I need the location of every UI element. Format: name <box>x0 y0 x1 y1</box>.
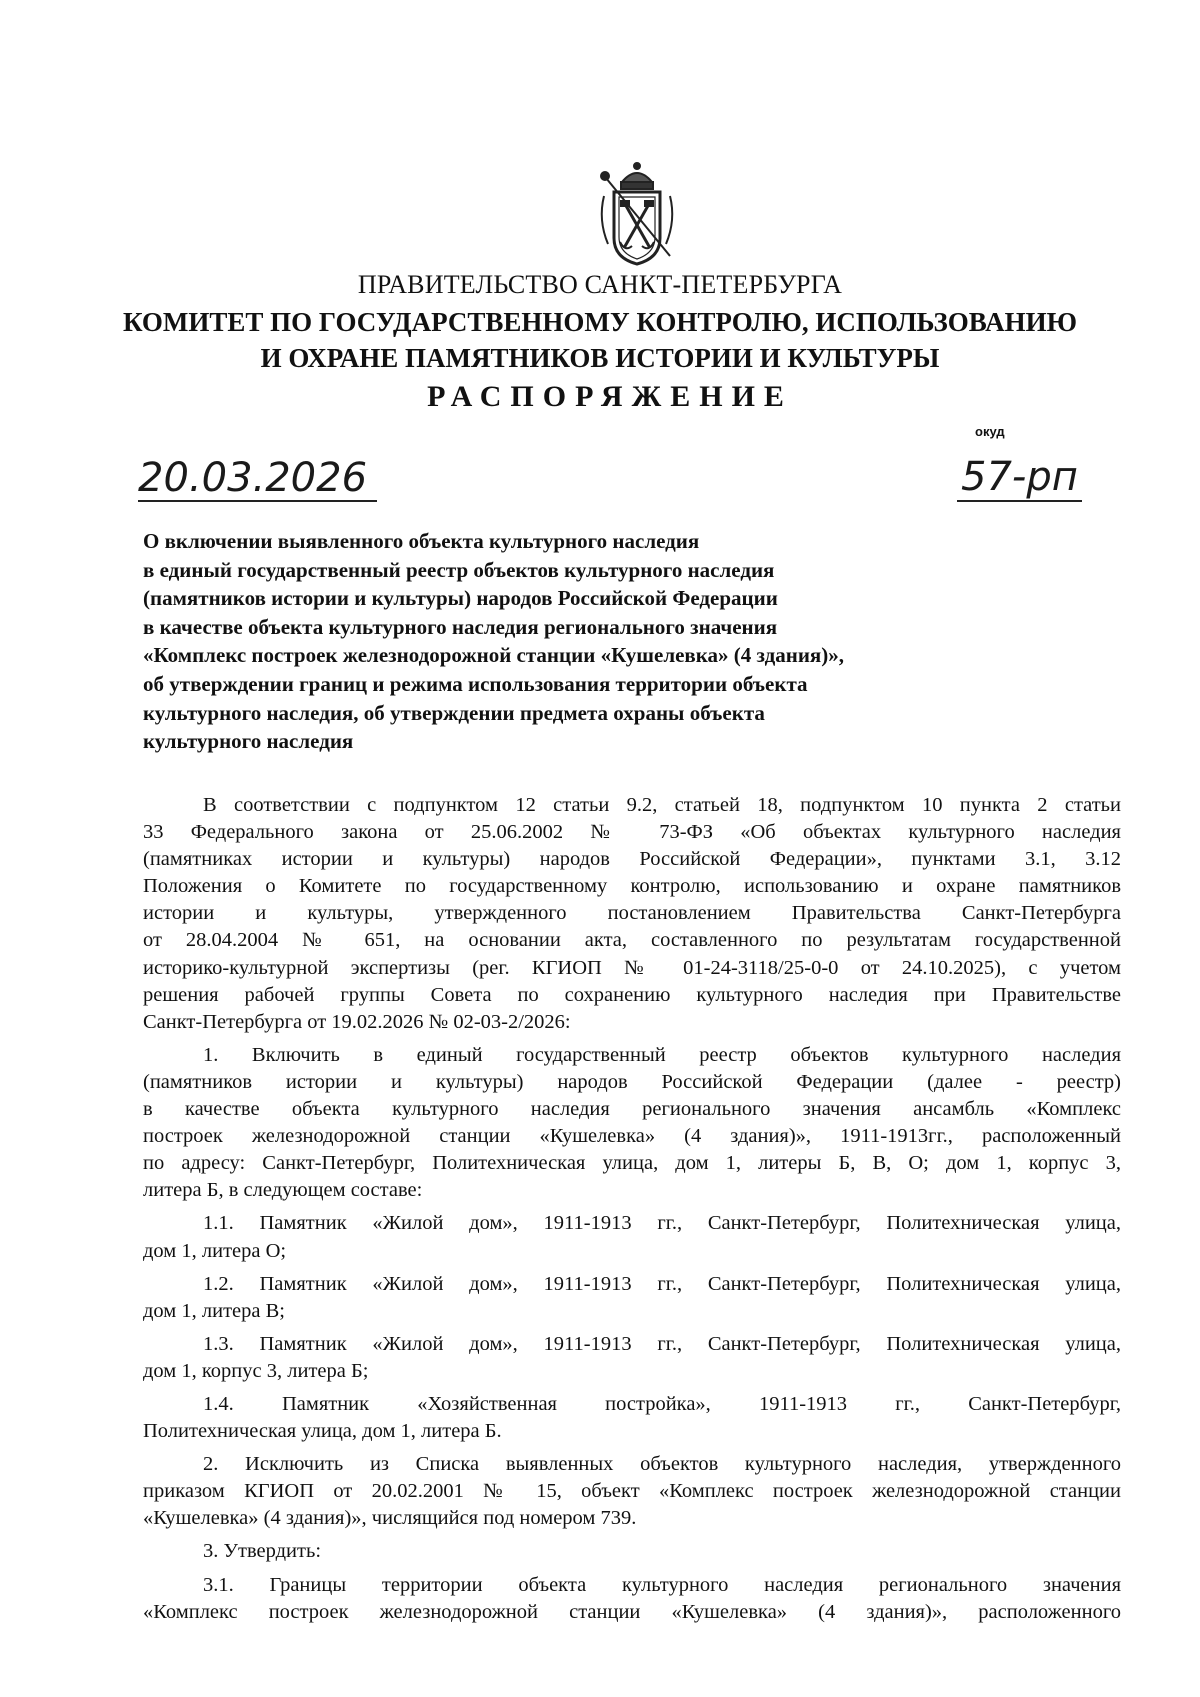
body-line: в качестве объекта культурного наследия регионального значения ансамбль «Комплекс <box>143 1098 1121 1121</box>
handwritten-number: 57-рп <box>957 454 1082 502</box>
committee-name-line-2: И ОХРАНЕ ПАМЯТНИКОВ ИСТОРИИ И КУЛЬТУРЫ <box>260 343 940 373</box>
document-title <box>143 527 1003 756</box>
document-body <box>143 792 1121 1626</box>
body-line: приказом КГИОП от 20.02.2001 № 15, объект «Комплекс построек железнодорожной станции <box>143 1480 1121 1503</box>
body-line: 3. Утвердить: <box>203 1540 322 1563</box>
body-line: В соответствии с подпунктом 12 статьи 9.2, статьей 18, подпунктом 10 пункта 2 статьи <box>203 794 1121 816</box>
body-line: Санкт-Петербурга от 19.02.2026 № 02-03-2/2026: <box>143 1010 571 1033</box>
body-line: 3.1. Границы территории объекта культурного наследия регионального значения <box>203 1573 1121 1596</box>
body-line: дом 1, литера В; <box>143 1299 285 1322</box>
body-line: построек железнодорожной станции «Кушелевка» (4 здания)», 1911-1913гг., расположенный <box>143 1125 1121 1148</box>
title-line: (памятников истории и культуры) народов Российской Федерации <box>143 586 778 611</box>
body-line: по адресу: Санкт-Петербург, Политехническая улица, дом 1, литеры Б, В, О; дом 1, корпус 3, <box>143 1152 1121 1175</box>
committee-name-line-1: КОМИТЕТ ПО ГОСУДАРСТВЕННОМУ КОНТРОЛЮ, ИСПОЛЬЗОВАНИЮ <box>123 307 1077 337</box>
body-line: решения рабочей группы Совета по сохранению культурного наследия при Правительстве <box>143 983 1121 1006</box>
title-line: О включении выявленного объекта культурного наследия <box>143 529 700 553</box>
body-line: дом 1, корпус 3, литера Б; <box>143 1359 369 1382</box>
body-line: Политехническая улица, дом 1, литера Б. <box>143 1420 502 1443</box>
body-line: литера Б, в следующем составе: <box>143 1179 423 1202</box>
title-line: культурного наследия <box>143 729 354 754</box>
body-line: 1.2. Памятник «Жилой дом», 1911-1913 гг., Санкт-Петербург, Политехническая улица, <box>203 1272 1121 1295</box>
body-line: «Комплекс построек железнодорожной станции «Кушелевка» (4 здания)», расположенного <box>143 1600 1121 1623</box>
handwritten-date: 20.03.2026 <box>138 456 377 502</box>
title-line: об утверждении границ и режима использования территории объекта <box>143 671 808 696</box>
body-line: (памятников истории и культуры) народов Российской Федерации (далее - реестр) <box>143 1070 1121 1093</box>
body-line: Положения о Комитете по государственному контролю, использованию и охране памятников <box>143 875 1121 898</box>
title-line: культурного наследия, об утверждении предмета охраны объекта <box>143 700 765 725</box>
body-line: дом 1, литера О; <box>143 1239 287 1262</box>
coat-of-arms-emblem <box>592 160 682 272</box>
okud-label: окуд <box>975 424 1005 439</box>
body-line: от 28.04.2004 № 651, на основании акта, составленного по результатам государственной <box>143 929 1121 952</box>
body-line: (памятниках истории и культуры) народов Российской Федерации», пунктами 3.1, 3.12 <box>143 848 1121 871</box>
body-line: 1. Включить в единый государственный реестр объектов культурного наследия <box>203 1043 1121 1066</box>
body-line: истории и культуры, утвержденного постановлением Правительства Санкт-Петербурга <box>143 902 1121 925</box>
body-line: 1.3. Памятник «Жилой дом», 1911-1913 гг., Санкт-Петербург, Политехническая улица, <box>203 1332 1121 1355</box>
document-type: РАСПОРЯЖЕНИЕ <box>427 380 793 413</box>
body-line: 33 Федерального закона от 25.06.2002 № 73-ФЗ «Об объектах культурного наследия <box>143 821 1121 844</box>
title-line: в качестве объекта культурного наследия регионального значения <box>143 614 778 639</box>
body-line: 2. Исключить из Списка выявленных объектов культурного наследия, утвержденного <box>203 1453 1121 1476</box>
body-line: 1.4. Памятник «Хозяйственная постройка», 1911-1913 гг., Санкт-Петербург, <box>203 1392 1121 1415</box>
body-line: 1.1. Памятник «Жилой дом», 1911-1913 гг., Санкт-Петербург, Политехническая улица, <box>203 1212 1121 1235</box>
body-line: «Кушелевка» (4 здания)», числящийся под номером 739. <box>143 1507 637 1530</box>
committee-name <box>0 304 1200 376</box>
government-name: ПРАВИТЕЛЬСТВО САНКТ-ПЕТЕРБУРГА <box>357 270 843 299</box>
body-line: историко-культурной экспертизы (рег. КГИОП № 01-24-3118/25-0-0 от 24.10.2025), с учетом <box>143 956 1121 979</box>
title-line: в единый государственный реестр объектов культурного наследия <box>143 557 775 582</box>
title-line: «Комплекс построек железнодорожной станции «Кушелевка» (4 здания)», <box>143 643 845 668</box>
